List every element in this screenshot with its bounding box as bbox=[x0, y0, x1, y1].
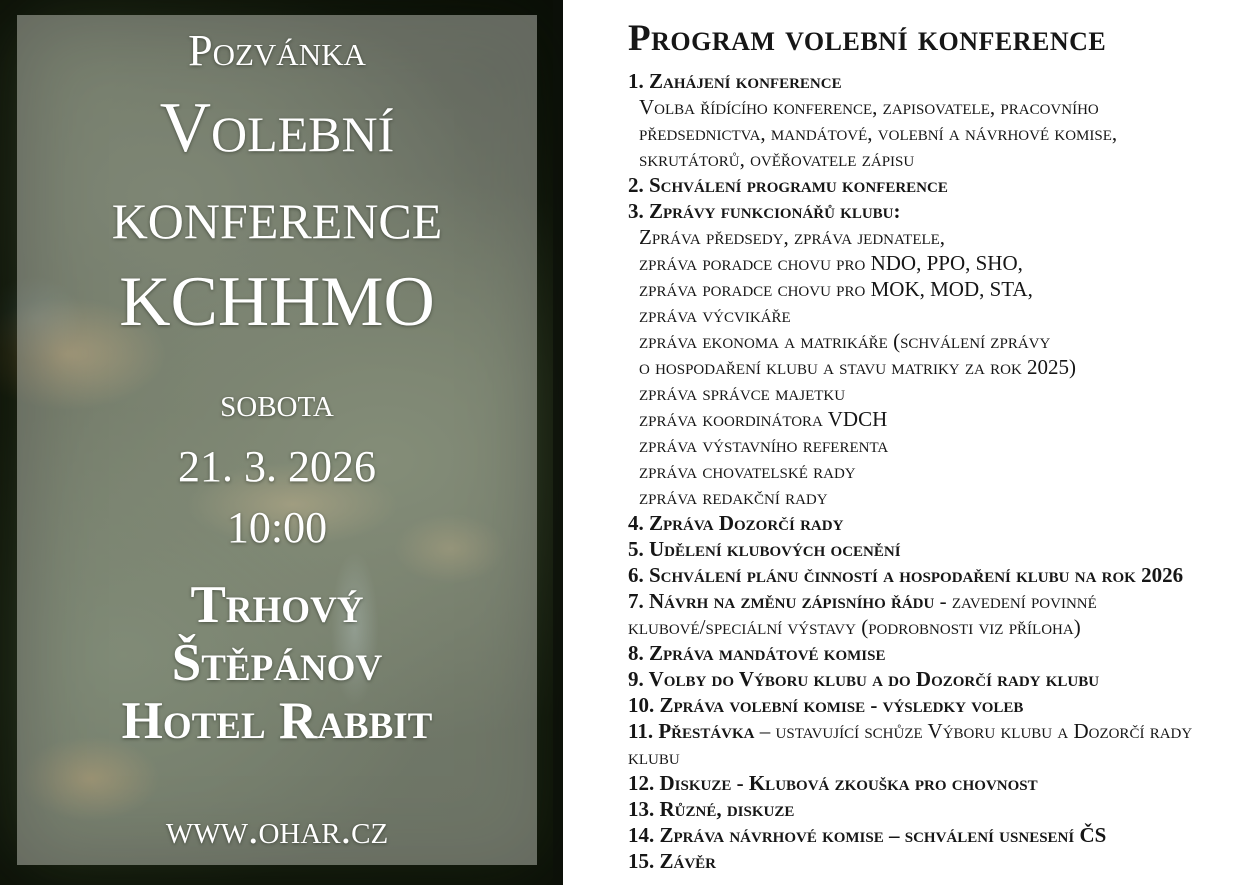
program-subline: zpráva koordinátora VDCH bbox=[639, 406, 888, 431]
program-subline: zpráva redakční rady bbox=[639, 484, 828, 509]
program-item bbox=[628, 640, 1221, 666]
program-item bbox=[628, 562, 1221, 588]
program-item bbox=[628, 666, 1221, 692]
venue-line-3: Hotel Rabbit bbox=[121, 692, 433, 751]
program-subline: skrutátorů, ověřovatele zápisu bbox=[639, 146, 915, 171]
program-item-detail: - zavedení povinné klubové/speciální výstavy (podrobnosti viz příloha) bbox=[628, 588, 1097, 639]
program-item-heading: 9. Volby do Výboru klubu a do Dozorčí rady klubu bbox=[628, 666, 1100, 691]
poster-title bbox=[112, 85, 443, 346]
program-item-heading: 14. Zpráva návrhové komise – schválení usnesení ČS bbox=[628, 822, 1107, 847]
forest-photo bbox=[0, 0, 563, 885]
program-title: Program volební konference bbox=[628, 18, 1107, 59]
program-item bbox=[628, 848, 1221, 874]
program-subline: předsednictva, mandátové, volební a návrhové komise, bbox=[639, 120, 1118, 145]
program-item-heading: 7. Návrh na změnu zápisního řádu bbox=[628, 588, 935, 613]
program-item-heading: 5. Udělení klubových ocenění bbox=[628, 536, 901, 561]
program-item bbox=[628, 536, 1221, 562]
program-subline: Volba řídícího konference, zapisovatele, pracovního bbox=[639, 94, 1099, 119]
event-date: 21. 3. 2026 bbox=[178, 441, 376, 491]
program-item-heading: 12. Diskuze - Klubová zkouška pro chovnost bbox=[628, 770, 1038, 795]
program-item-heading: 13. Různé, diskuze bbox=[628, 796, 795, 821]
program-item bbox=[628, 770, 1221, 796]
program-subline: o hospodaření klubu a stavu matriky za rok 2025) bbox=[639, 354, 1077, 379]
poster-title-line-3: KCHHMO bbox=[119, 263, 435, 342]
poster-title-line-2: konference bbox=[111, 176, 443, 255]
program-subline: zpráva chovatelské rady bbox=[639, 458, 856, 483]
event-time: 10:00 bbox=[226, 502, 328, 552]
program-item bbox=[628, 692, 1221, 718]
program-subline: zpráva poradce chovu pro MOK, MOD, STA, bbox=[639, 276, 1033, 301]
program-subline: zpráva výstavního referenta bbox=[639, 432, 889, 457]
program-item-heading: 2. Schválení programu konference bbox=[628, 172, 948, 197]
program-panel bbox=[563, 0, 1247, 885]
program-item bbox=[628, 172, 1221, 198]
program-subline: Zpráva předsedy, zpráva jednatele, bbox=[639, 224, 946, 249]
program-item-heading: 11. Přestávka bbox=[628, 718, 755, 743]
program-item bbox=[628, 510, 1221, 536]
program-list bbox=[628, 68, 1221, 874]
program-subline: zpráva správce majetku bbox=[639, 380, 846, 405]
program-item-heading: 8. Zpráva mandátové komise bbox=[628, 640, 886, 665]
poster-title-line-1: Volební bbox=[159, 89, 395, 168]
program-item-heading: 4. Zpráva Dozorčí rady bbox=[628, 510, 844, 535]
program-subline: zpráva poradce chovu pro NDO, PPO, SHO, bbox=[639, 250, 1023, 275]
poster-pretitle: Pozvánka bbox=[188, 26, 366, 75]
program-item-heading: 1. Zahájení konference bbox=[628, 68, 842, 93]
program-item-heading: 15. Závěr bbox=[628, 848, 717, 873]
program-item bbox=[628, 588, 1221, 640]
event-venue bbox=[122, 576, 433, 750]
program-item bbox=[628, 68, 1221, 172]
program-subline: zpráva výcvikáře bbox=[639, 302, 791, 327]
poster-overlay bbox=[17, 15, 537, 865]
program-item bbox=[628, 822, 1221, 848]
venue-line-2: Štěpánov bbox=[171, 634, 383, 693]
website-url: www.ohar.cz bbox=[165, 806, 389, 853]
program-item-heading: 3. Zprávy funkcionářů klubu: bbox=[628, 198, 901, 223]
program-subline: zpráva ekonoma a matrikáře (schválení zprávy bbox=[639, 328, 1051, 353]
program-item bbox=[628, 718, 1221, 770]
program-item bbox=[628, 198, 1221, 510]
program-item bbox=[628, 796, 1221, 822]
venue-line-1: Trhový bbox=[190, 576, 364, 635]
event-day: sobota bbox=[220, 380, 334, 427]
program-item-heading: 6. Schválení plánu činností a hospodaření klubu na rok 2026 bbox=[628, 562, 1184, 587]
program-item-detail: – ustavující schůze Výboru klubu a Dozorčí rady klubu bbox=[628, 718, 1193, 769]
program-item-heading: 10. Zpráva volební komise - výsledky voleb bbox=[628, 692, 1024, 717]
